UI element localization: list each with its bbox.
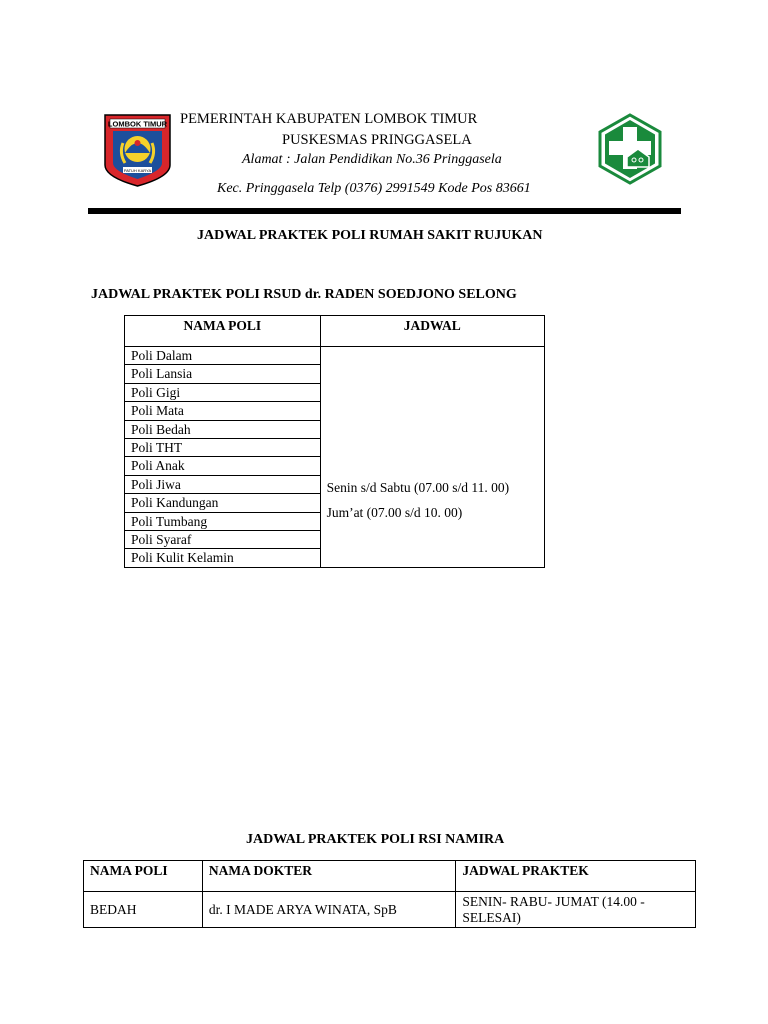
schedule-weekdays: Senin s/d Sabtu (07.00 s/d 11. 00) [326, 480, 510, 495]
poli-name: Poli Tumbang [125, 512, 321, 530]
poli-name: Poli Syaraf [125, 530, 321, 548]
table-row [125, 347, 545, 365]
table-row [84, 892, 696, 928]
column-header-jadwal-praktek: JADWAL PRAKTEK [456, 861, 696, 892]
logo-left-motto: PATUH KARYA [123, 168, 152, 173]
column-header-nama-poli: NAMA POLI [84, 861, 203, 892]
poli-name: Poli Kulit Kelamin [125, 549, 321, 567]
column-header-nama-poli: NAMA POLI [125, 316, 321, 347]
poli-name: Poli Mata [125, 402, 321, 420]
poli-name: Poli Dalam [125, 347, 321, 365]
header-contact: Kec. Pringgasela Telp (0376) 2991549 Kode Pos 83661 [217, 181, 531, 196]
poli-name: Poli Anak [125, 457, 321, 475]
rsi-namira-schedule-table [83, 860, 696, 928]
poli-name: Poli Lansia [125, 365, 321, 383]
rsud-schedule-table [124, 315, 545, 568]
schedule-friday: Jum’at (07.00 s/d 10. 00) [326, 505, 463, 520]
poli-name: Poli THT [125, 438, 321, 456]
schedule-cell [320, 347, 544, 568]
practice-schedule: SENIN- RABU- JUMAT (14.00 - SELESAI) [456, 892, 696, 928]
poli-name: BEDAH [84, 892, 203, 928]
poli-name: Poli Kandungan [125, 494, 321, 512]
section2-title: JADWAL PRAKTEK POLI RSI NAMIRA [246, 832, 505, 847]
poli-name: Poli Gigi [125, 383, 321, 401]
header-government-name: PEMERINTAH KABUPATEN LOMBOK TIMUR [180, 111, 478, 127]
table-header-row [125, 316, 545, 347]
section1-title: JADWAL PRAKTEK POLI RSUD dr. RADEN SOEDJONO SELONG [91, 287, 517, 302]
header-puskesmas-name: PUSKESMAS PRINGGASELA [282, 132, 472, 148]
doctor-name: dr. I MADE ARYA WINATA, SpB [202, 892, 456, 928]
poli-name: Poli Jiwa [125, 475, 321, 493]
lombok-timur-emblem-logo [103, 113, 172, 188]
column-header-jadwal: JADWAL [320, 316, 544, 347]
header-address: Alamat : Jalan Pendidikan No.36 Pringgasela [242, 152, 502, 167]
column-header-nama-dokter: NAMA DOKTER [202, 861, 456, 892]
table-header-row [84, 861, 696, 892]
main-title: JADWAL PRAKTEK POLI RUMAH SAKIT RUJUKAN [197, 228, 543, 243]
puskesmas-logo [598, 113, 662, 185]
poli-name: Poli Bedah [125, 420, 321, 438]
logo-left-text: LOMBOK TIMUR [107, 119, 168, 129]
header-divider [88, 208, 681, 214]
